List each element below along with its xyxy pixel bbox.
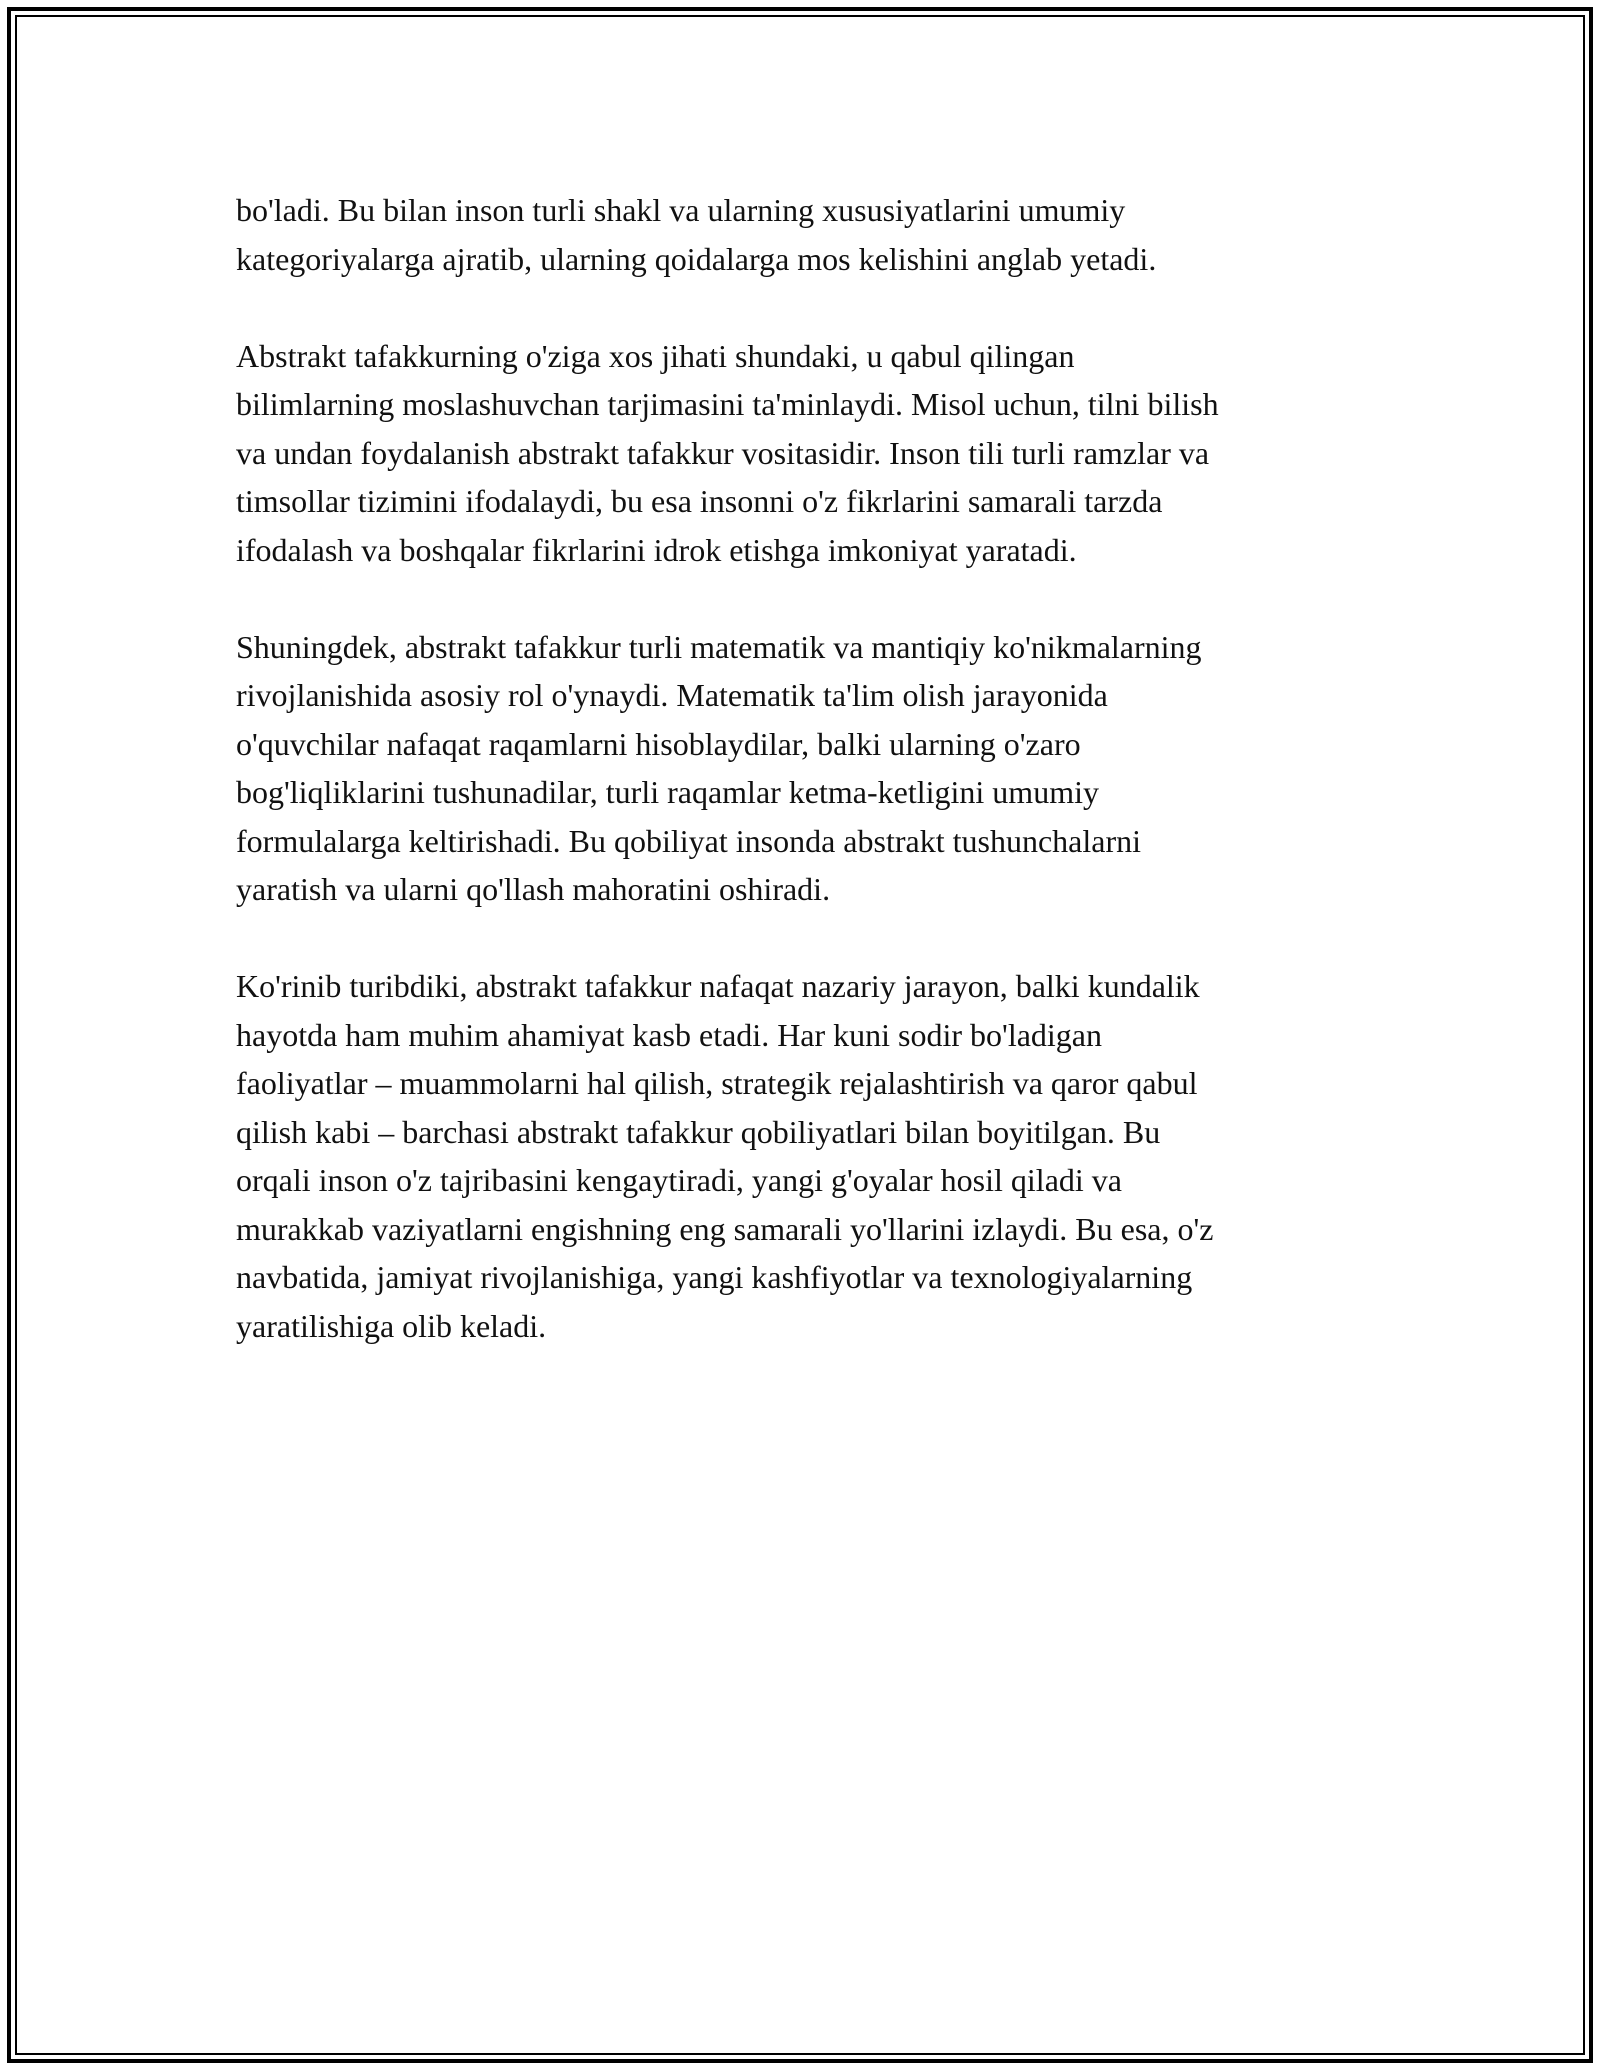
text-line: murakkab vaziyatlarni engishning eng samarali yo'llarini izlaydi. Bu esa, o'z <box>236 1210 1214 1247</box>
text-line: bilimlarning moslashuvchan tarjimasini ta'minlaydi. Misol uchun, tilni bilish <box>236 386 1219 422</box>
text-line: kategoriyalarga ajratib, ularning qoidalarga mos kelishini anglab yetadi. <box>236 240 1157 277</box>
text-line: yaratish va ularni qo'llash mahoratini oshiradi. <box>236 871 831 907</box>
text-line: orqali inson o'z tajribasini kengaytiradi, yangi g'oyalar hosil qiladi va <box>236 1162 1122 1198</box>
paragraph-1 <box>236 186 1366 283</box>
text-line: navbatida, jamiyat rivojlanishiga, yangi kashfiyotlar va texnologiyalarning <box>236 1259 1193 1295</box>
text-line: qilish kabi – barchasi abstrakt tafakkur qobiliyatlari bilan boyitilgan. Bu <box>236 1113 1161 1150</box>
text-line: Abstrakt tafakkurning o'ziga xos jihati shundaki, u qabul qilingan <box>236 337 1075 374</box>
text-line: bo'ladi. Bu bilan inson turli shakl va ularning xususiyatlarini umumiy <box>236 192 1126 228</box>
paragraph-4 <box>236 962 1366 1350</box>
text-line: rivojlanishida asosiy rol o'ynaydi. Matematik ta'lim olish jarayonida <box>236 677 1108 713</box>
text-line: bog'liqliklarini tushunadilar, turli raqamlar ketma-ketligini umumiy <box>236 774 1099 810</box>
paragraph-2 <box>236 332 1366 575</box>
text-line: Shuningdek, abstrakt tafakkur turli matematik va mantiqiy ko'nikmalarning <box>236 628 1202 665</box>
text-line: Ko'rinib turibdiki, abstrakt tafakkur nafaqat nazariy jarayon, balki kundalik <box>236 968 1200 1004</box>
paragraph-3 <box>236 623 1366 914</box>
text-line: hayotda ham muhim ahamiyat kasb etadi. Har kuni sodir bo'ladigan <box>236 1016 1102 1053</box>
text-line: formulalarga keltirishadi. Bu qobiliyat insonda abstrakt tushunchalarni <box>236 822 1141 859</box>
text-line: va undan foydalanish abstrakt tafakkur vositasidir. Inson tili turli ramzlar va <box>236 434 1210 471</box>
text-line: yaratilishiga olib keladi. <box>236 1307 547 1344</box>
text-line: timsollar tizimini ifodalaydi, bu esa insonni o'z fikrlarini samarali tarzda <box>236 483 1163 519</box>
text-line: faoliyatlar – muammolarni hal qilish, strategik rejalashtirish va qaror qabul <box>236 1065 1198 1101</box>
text-line: o'quvchilar nafaqat raqamlarni hisoblaydilar, balki ularning o'zaro <box>236 725 1081 762</box>
document-body <box>236 186 1366 1350</box>
text-line: ifodalash va boshqalar fikrlarini idrok etishga imkoniyat yaratadi. <box>236 531 1077 568</box>
